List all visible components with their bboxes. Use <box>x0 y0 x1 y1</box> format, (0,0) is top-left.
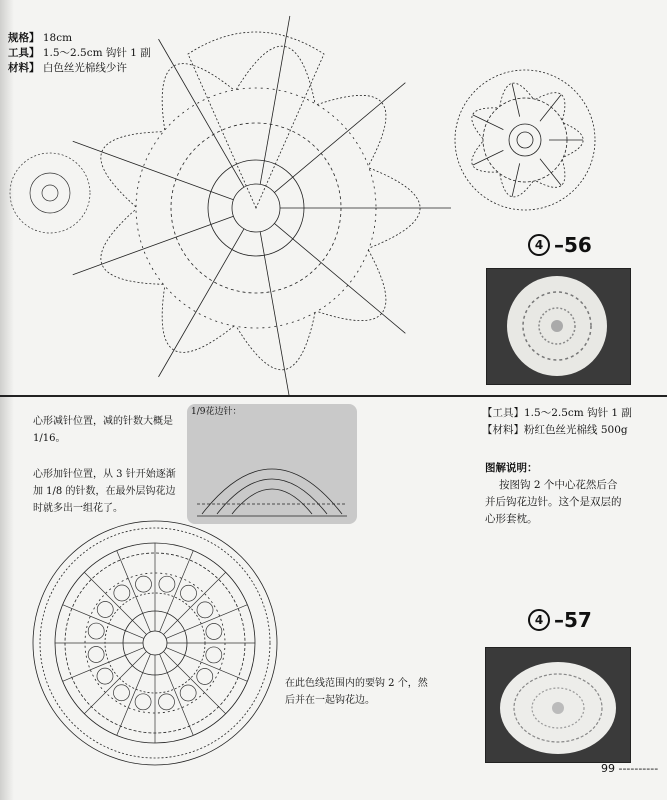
edge-stitch-label: 1/9花边针： <box>191 407 242 417</box>
pattern-57-tool: 【工具】1.5～2.5cm 钩针 1 副 <box>482 407 632 419</box>
material-value: 白色丝光棉线少许 <box>42 62 127 74</box>
pattern-57-info <box>482 405 632 439</box>
decrease-note-line-1: 心形减针位置，减的针数大概是 <box>33 416 173 427</box>
small-left-doily <box>10 153 90 233</box>
tool-label: 工具】 <box>8 47 40 59</box>
increase-note-line-1: 心形加针位置，从 3 针开始逐渐 <box>33 469 176 480</box>
tool-value: 1.5～2.5cm 钩针 1 副 <box>42 47 151 59</box>
spec-label: 规格】 <box>8 32 40 44</box>
material-label: 材料】 <box>8 62 40 74</box>
pattern-57-suffix: –57 <box>554 608 592 632</box>
diagram-text-2: 并后钩花边针。这个是双层的 <box>485 496 622 508</box>
page-number: 99 ---------- <box>601 762 659 775</box>
increase-note-line-3: 时就多出一组花了。 <box>33 503 123 514</box>
diagram-explanation <box>485 460 622 528</box>
edge-stitch-chart <box>187 404 357 524</box>
decrease-note <box>33 413 173 447</box>
pattern-56-suffix: –56 <box>554 233 592 257</box>
increase-note <box>33 466 176 517</box>
circled-number-57: 4 <box>528 609 550 631</box>
pattern-57-photo <box>485 647 631 763</box>
doily-56-image <box>487 269 630 384</box>
diagram-heading: 图解说明： <box>485 462 538 474</box>
edge-stitch-panel <box>187 404 357 524</box>
edge-note <box>285 675 428 709</box>
page-number-value: 99 <box>601 762 615 775</box>
spec-value: 18cm <box>42 32 73 44</box>
edge-note-line-1: 在此色线范围内的要钩 2 个，然 <box>285 678 428 689</box>
increase-note-line-2: 加 1/8 的针数，在最外层钩花边 <box>33 486 176 497</box>
pattern-57-number <box>528 608 592 632</box>
diagram-text-3: 心形套枕。 <box>485 513 538 525</box>
pattern-56-number <box>528 233 592 257</box>
edge-note-line-2: 后并在一起钩花边。 <box>285 695 375 706</box>
circled-number-56: 4 <box>528 234 550 256</box>
large-doily-chart <box>136 32 376 328</box>
decrease-note-line-2: 1/16。 <box>33 433 66 444</box>
diagram-text-1: 按图钩 2 个中心花然后合 <box>499 479 618 491</box>
cushion-57-image <box>486 648 630 762</box>
pattern-56-photo <box>486 268 631 385</box>
pattern-57-material: 【材料】粉红色丝光棉线 500g <box>482 424 628 436</box>
section-divider <box>0 395 667 397</box>
round-cushion-chart <box>30 518 280 768</box>
